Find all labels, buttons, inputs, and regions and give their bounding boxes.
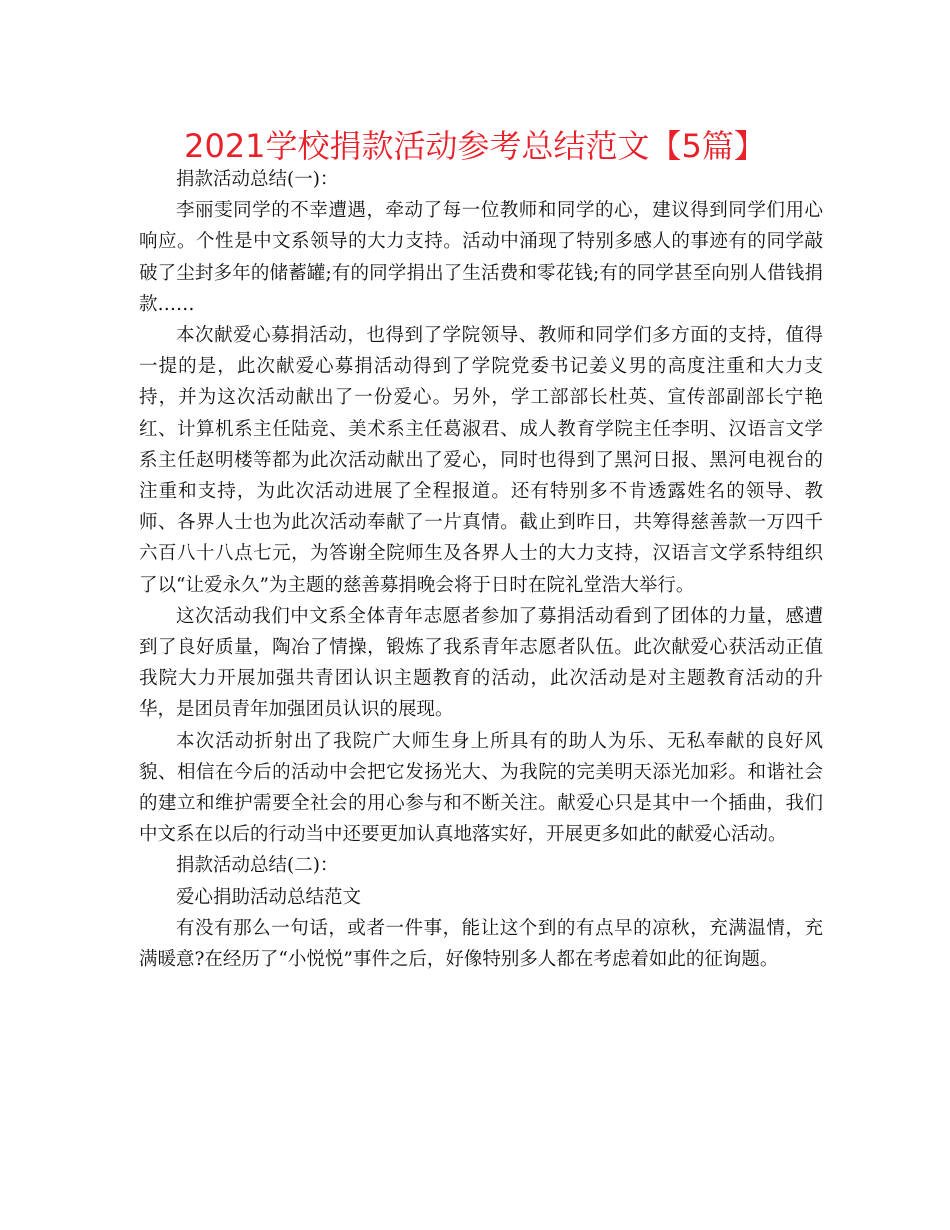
section-heading-2: 捐款活动总结(二)：: [176, 855, 339, 877]
paragraph: 这次活动我们中文系全体青年志愿者参加了募捐活动看到了团体的力量，感遭到了良好质量，陶冶了情操，锻炼了我系青年志愿者队伍。此次献爱心获活动正值我院大力开展加强共青团认识主题教育的活动，此次活动是对主题教育活动的升华，是团员青年加强团员认识的展现。: [139, 605, 823, 721]
section-heading-1: 捐款活动总结(一)：: [176, 169, 339, 190]
document-title: 2021学校捐款活动参考总结范文【5篇】: [184, 127, 766, 165]
paragraph: 有没有那么一句话，或者一件事，能让这个到的有点早的凉秋，充满温情，充满暖意?在经历了“小悦悦”事件之后，好像特别多人都在考虑着如此的征询题。: [139, 917, 823, 971]
paragraph: 李丽雯同学的不幸遭遇，牵动了每一位教师和同学的心，建议得到同学们用心响应。个性是中文系领导的大力支持。活动中涌现了特别多感人的事迹有的同学敲破了尘封多年的储蓄罐;有的同学捐出了生活费和零花钱;有的同学甚至向别人借钱捐款……: [139, 200, 823, 315]
document-body: [139, 164, 823, 975]
sub-heading: 爱心捐助活动总结范文: [176, 886, 362, 908]
paragraph: 本次献爱心募捐活动，也得到了学院领导、教师和同学们多方面的支持，值得一提的是，此次献爱心募捐活动得到了学院党委书记姜义男的高度注重和大力支持，并为这次活动献出了一份爱心。另外，学工部部长杜英、宣传部副部长宁艳红、计算机系主任陆竞、美术系主任葛淑君、成人教育学院主任李明、汉语言文学系主任赵明楼等都为此次活动献出了爱心，同时也得到了黑河日报、黑河电视台的注重和支持，为此次活动进展了全程报道。还有特别多不肯透露姓名的领导、教师、各界人士也为此次活动奉献了一片真情。截止到昨日，共筹得慈善款一万四千六百八十八点七元，为答谢全院师生及各界人士的大力支持，汉语言文学系特组织了以“让爱永久”为主题的慈善募捐晚会将于日时在院礼堂浩大举行。: [139, 325, 823, 596]
paragraph: 本次活动折射出了我院广大师生身上所具有的助人为乐、无私奉献的良好风貌、相信在今后的活动中会把它发扬光大、为我院的完美明天添光加彩。和谐社会的建立和维护需要全社会的用心参与和不断关注。献爱心只是其中一个插曲，我们中文系在以后的行动当中还要更加认真地落实好，开展更多如此的献爱心活动。: [139, 730, 823, 846]
